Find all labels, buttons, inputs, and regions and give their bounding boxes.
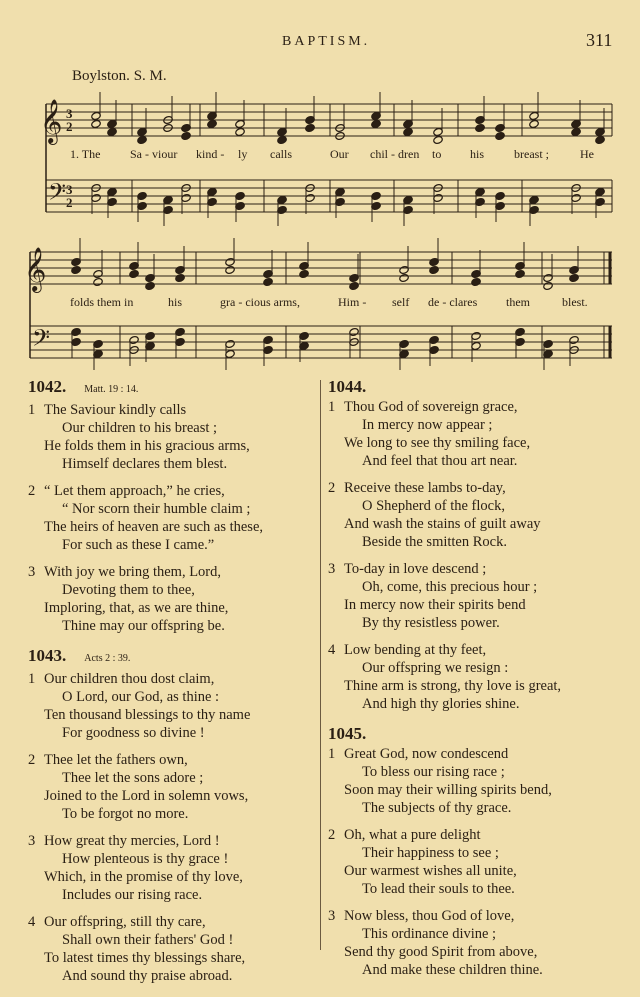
quarter-note xyxy=(515,269,525,278)
scripture-reference: Matt. 19 : 14. xyxy=(84,384,139,395)
stanza xyxy=(328,398,628,470)
verse-text: Our offspring, still thy care, xyxy=(44,914,206,930)
bass-clef: 𝄢 xyxy=(48,178,67,211)
lyric-syllable: blest. xyxy=(562,295,588,309)
verse-text: Now bless, thou God of love, xyxy=(344,908,515,924)
quarter-note xyxy=(145,281,155,290)
page-number: 311 xyxy=(586,30,613,50)
verse-text: How great thy mercies, Lord ! xyxy=(44,833,220,849)
half-note xyxy=(433,135,443,144)
stanza xyxy=(328,560,628,632)
verse-line: And make these children thine. xyxy=(362,962,543,978)
verse-number: 1 xyxy=(28,402,36,418)
verse-text: Our children thou dost claim, xyxy=(44,671,215,687)
running-head: BAPTISM. xyxy=(282,34,371,49)
verse-line: To latest times thy blessings share, xyxy=(44,950,246,966)
verse-line xyxy=(328,826,628,844)
half-note xyxy=(225,265,235,274)
verse-line: This ordinance divine ; xyxy=(362,926,497,942)
lyric-syllable: his xyxy=(168,295,183,309)
verse-line: “ Nor scorn their humble claim ; xyxy=(62,501,251,517)
verse-line: In mercy now their spirits bend xyxy=(344,597,526,613)
verse-line: Which, in the promise of thy love, xyxy=(44,869,243,885)
verse-line xyxy=(328,479,628,497)
verse-line: O Shepherd of the flock, xyxy=(362,498,505,514)
stanza xyxy=(28,832,318,904)
verse-line: Thine arm is strong, thy love is great, xyxy=(344,678,562,694)
lyric-syllable: de - clares xyxy=(428,295,478,309)
stanza xyxy=(328,907,628,979)
verse-line: Devoting them to thee, xyxy=(62,582,195,598)
verse-text: Thee let the fathers own, xyxy=(44,752,188,768)
stanza xyxy=(328,826,628,898)
hymn xyxy=(328,378,628,713)
lyric-syllable: breast ; xyxy=(514,147,549,161)
verse-text: Receive these lambs to-day, xyxy=(344,480,506,496)
verse-line: Beside the smitten Rock. xyxy=(362,534,507,550)
verse-line: And high thy glories shine. xyxy=(362,696,520,712)
verse-line: The heirs of heaven are such as these, xyxy=(44,519,264,535)
verse-line: To be forgot no more. xyxy=(62,806,189,822)
verse-number: 1 xyxy=(328,399,336,415)
time-signature-top: 3 xyxy=(66,182,73,197)
quarter-note xyxy=(595,135,605,144)
stanza xyxy=(328,641,628,713)
stanza xyxy=(28,670,318,742)
scripture-reference: Acts 2 : 39. xyxy=(84,653,131,664)
quarter-note xyxy=(71,265,81,274)
lyric-syllable: his xyxy=(470,147,485,161)
verse-line: Thee let the sons adore ; xyxy=(62,770,204,786)
verse-line: To lead their souls to thee. xyxy=(362,881,515,897)
lyric-syllable: He xyxy=(580,147,594,161)
half-note xyxy=(91,119,101,128)
verse-line: To bless our rising race ; xyxy=(362,764,505,780)
quarter-note xyxy=(137,135,147,144)
quarter-note xyxy=(429,265,439,274)
lyric-syllable: Him - xyxy=(338,295,367,309)
verse-line xyxy=(328,907,628,925)
verse-number: 3 xyxy=(328,908,336,924)
verse-number: 1 xyxy=(28,671,36,687)
verse-number: 1 xyxy=(328,746,336,762)
quarter-note xyxy=(571,127,581,136)
half-note xyxy=(235,127,245,136)
stanza xyxy=(28,913,318,985)
verse-text: With joy we bring them, Lord, xyxy=(44,564,222,580)
hymn-number: 1045. xyxy=(328,724,367,743)
treble-clef: 𝄞 xyxy=(24,247,47,291)
quarter-note xyxy=(181,131,191,140)
verse-line: Our warmest wishes all unite, xyxy=(344,863,517,879)
verse-text: “ Let them approach,” he cries, xyxy=(44,483,225,499)
verse-line: Oh, come, this precious hour ; xyxy=(362,579,538,595)
tune-meter: S. M. xyxy=(133,68,167,84)
verse-text: The Saviour kindly calls xyxy=(44,402,187,418)
left-column xyxy=(28,378,318,997)
hymn-number: 1043. xyxy=(28,646,67,665)
lyric-syllable: Our xyxy=(330,147,349,161)
lyric-syllable: gra - cious arms, xyxy=(220,295,300,309)
verse-line: Ten thousand blessings to thy name xyxy=(44,707,251,723)
hymn xyxy=(28,378,318,635)
verse-line: Our offspring we resign : xyxy=(362,660,509,676)
stanza xyxy=(328,745,628,817)
verse-line xyxy=(28,751,318,769)
quarter-note xyxy=(569,273,579,282)
verse-line: Soon may their willing spirits bend, xyxy=(344,782,552,798)
hymn xyxy=(328,725,628,979)
verse-number: 3 xyxy=(328,561,336,577)
music-score xyxy=(0,0,640,372)
verse-line: Our children to his breast ; xyxy=(62,420,218,436)
quarter-note xyxy=(305,123,315,132)
lyric-syllable: kind - xyxy=(196,147,225,161)
quarter-note xyxy=(403,127,413,136)
hymn xyxy=(28,647,318,985)
stanza xyxy=(28,563,318,635)
verse-line xyxy=(28,913,318,931)
verse-text: Thou God of sovereign grace, xyxy=(344,399,518,415)
column-divider xyxy=(320,380,321,950)
hymn-heading xyxy=(328,725,628,743)
verse-number: 3 xyxy=(28,564,36,580)
quarter-note xyxy=(471,277,481,286)
lyric-syllable: chil - dren xyxy=(370,147,420,161)
verse-line xyxy=(328,560,628,578)
lyric-syllable: Sa - viour xyxy=(130,147,178,161)
verse-line: And sound thy praise abroad. xyxy=(62,968,233,984)
verse-line: Their happiness to see ; xyxy=(362,845,499,861)
verse-line: How plenteous is thy grace ! xyxy=(62,851,229,867)
lyric-syllable: calls xyxy=(270,147,292,161)
verse-line xyxy=(28,563,318,581)
quarter-note xyxy=(263,277,273,286)
verse-text: Great God, now condescend xyxy=(344,746,509,762)
hymn-heading xyxy=(28,647,318,668)
verse-line: Himself declares them blest. xyxy=(62,456,228,472)
stanza xyxy=(28,401,318,473)
verse-line: Thine may our offspring be. xyxy=(62,618,225,634)
quarter-note xyxy=(299,269,309,278)
verse-line: We long to see thy smiling face, xyxy=(344,435,531,451)
verse-line: In mercy now appear ; xyxy=(362,417,493,433)
verse-text: Oh, what a pure delight xyxy=(344,827,481,843)
verse-line: Shall own their fathers' God ! xyxy=(62,932,234,948)
verse-number: 4 xyxy=(28,914,36,930)
half-note xyxy=(529,119,539,128)
verse-line: And feel that thou art near. xyxy=(362,453,518,469)
half-note xyxy=(399,273,409,282)
stanza xyxy=(28,751,318,823)
quarter-note xyxy=(129,269,139,278)
lyric-syllable: 1. The xyxy=(70,147,101,161)
half-note xyxy=(543,281,553,290)
quarter-note xyxy=(207,119,217,128)
verse-number: 2 xyxy=(28,483,36,499)
hymn-heading xyxy=(28,378,318,399)
tune-name: Boylston. xyxy=(72,68,130,84)
verse-number: 2 xyxy=(28,752,36,768)
stanza xyxy=(328,479,628,551)
hymn-number: 1042. xyxy=(28,377,67,396)
verse-line: Includes our rising race. xyxy=(62,887,203,903)
quarter-note xyxy=(107,127,117,136)
stanza xyxy=(28,482,318,554)
quarter-note xyxy=(495,131,505,140)
time-signature-bottom: 2 xyxy=(66,195,73,210)
quarter-note xyxy=(371,119,381,128)
verse-line: Imploring, that, as we are thine, xyxy=(44,600,229,616)
verse-line xyxy=(28,401,318,419)
verse-line: Send thy good Spirit from above, xyxy=(344,944,538,960)
verse-line: He folds them in his gracious arms, xyxy=(44,438,250,454)
verse-line xyxy=(28,832,318,850)
lyric-syllable: folds them in xyxy=(70,295,134,309)
half-note xyxy=(93,277,103,286)
verse-number: 2 xyxy=(328,827,336,843)
verse-line xyxy=(328,745,628,763)
verse-number: 2 xyxy=(328,480,336,496)
verse-line: Joined to the Lord in solemn vows, xyxy=(44,788,249,804)
verse-line: And wash the stains of guilt away xyxy=(344,516,541,532)
lyric-syllable: to xyxy=(432,147,442,161)
verse-line: For such as these I came.” xyxy=(62,537,215,553)
quarter-note xyxy=(349,281,359,290)
quarter-note xyxy=(175,273,185,282)
verse-line xyxy=(328,641,628,659)
verse-line: By thy resistless power. xyxy=(362,615,500,631)
verse-line: The subjects of thy grace. xyxy=(362,800,512,816)
hymn-heading xyxy=(328,378,628,396)
verse-text: To-day in love descend ; xyxy=(344,561,487,577)
verse-text: Low bending at thy feet, xyxy=(344,642,487,658)
treble-clef: 𝄞 xyxy=(40,99,63,143)
lyric-syllable: self xyxy=(392,295,410,309)
lyric-syllable: ly xyxy=(238,147,248,161)
quarter-note xyxy=(475,123,485,132)
verse-line xyxy=(328,398,628,416)
time-signature-bottom: 2 xyxy=(66,119,73,134)
hymn-number: 1044. xyxy=(328,377,367,396)
verse-line xyxy=(28,670,318,688)
verse-number: 4 xyxy=(328,642,336,658)
verse-number: 3 xyxy=(28,833,36,849)
verse-line xyxy=(28,482,318,500)
verse-line: O Lord, our God, as thine : xyxy=(62,689,220,705)
verse-line: For goodness so divine ! xyxy=(62,725,205,741)
quarter-note xyxy=(277,135,287,144)
time-signature-top: 3 xyxy=(66,106,73,121)
bass-clef: 𝄢 xyxy=(32,324,51,357)
right-column xyxy=(328,378,628,991)
lyric-syllable: them xyxy=(506,295,530,309)
